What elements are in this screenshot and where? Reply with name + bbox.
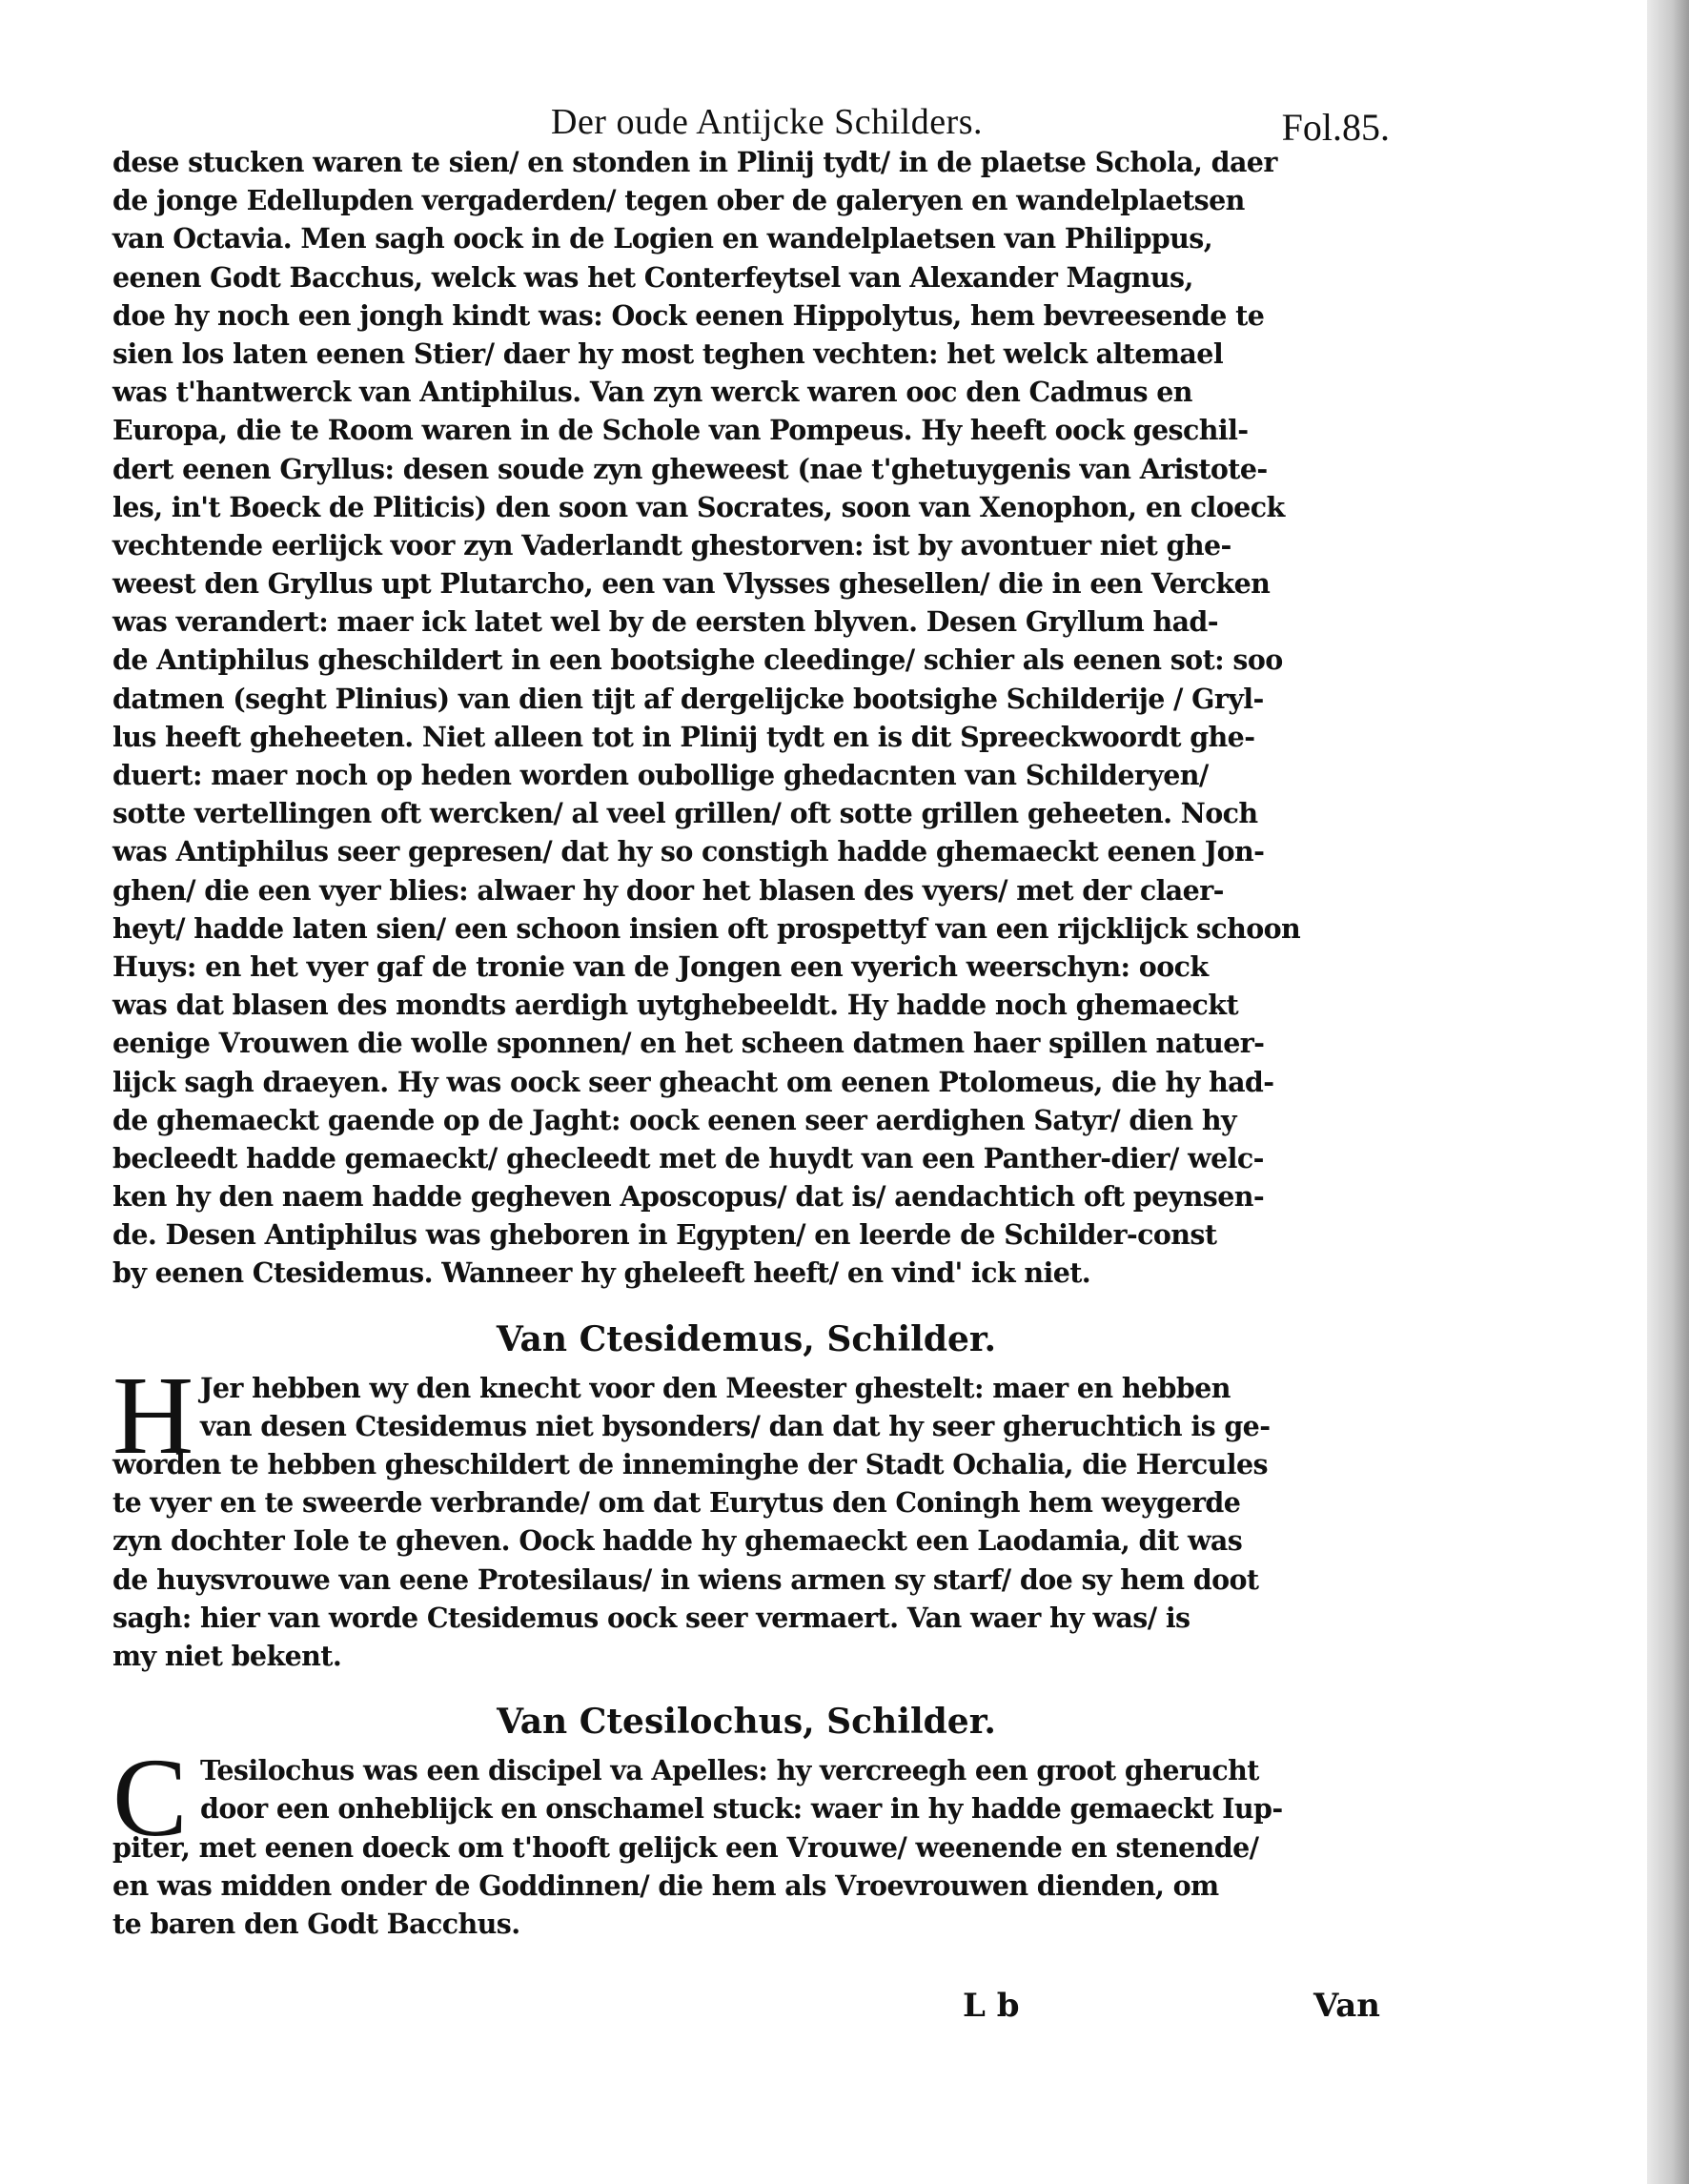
text-line: worden te hebben gheschildert de inneminghe der Stadt Ochalia, die Hercules bbox=[112, 1448, 1268, 1480]
text-line: ken hy den naem hadde gegheven Aposcopus/ dat is/ aendachtich oft peynsen- bbox=[112, 1180, 1265, 1214]
drop-cap: C bbox=[112, 1735, 188, 1861]
page-footer bbox=[112, 1981, 1380, 2048]
section-text bbox=[112, 1751, 1380, 1943]
text-line: heyt/ hadde laten sien/ een schoon insien oft prospettyf van een rijcklijck schoon bbox=[112, 911, 1301, 945]
text-line: de ghemaeckt gaende op de Jaght: oock eenen seer aerdighen Satyr/ dien hy bbox=[112, 1103, 1236, 1136]
text-line: Tesilochus was een discipel va Apelles: hy vercreegh een groot gherucht bbox=[200, 1754, 1259, 1787]
text-line: sagh: hier van worde Ctesidemus oock seer vermaert. Van waer hy was/ is bbox=[112, 1601, 1190, 1634]
text-line: Europa, die te Room waren in de Schole van Pompeus. Hy heeft oock geschil- bbox=[112, 414, 1249, 447]
text-line: de Antiphilus gheschildert in een bootsighe cleedinge/ schier als eenen sot: soo bbox=[112, 643, 1283, 677]
text-line: van desen Ctesidemus niet bysonders/ dan dat hy seer gheruchtich is ge- bbox=[200, 1409, 1271, 1442]
text-line: van Octavia. Men sagh oock in de Logien en wandelplaetsen van Philippus, bbox=[112, 222, 1213, 255]
paragraph-ctesidemus bbox=[112, 1352, 1380, 1676]
body-text bbox=[112, 143, 1380, 1293]
text-line: zyn dochter Iole te gheven. Oock hadde hy ghemaeckt een Laodamia, dit was bbox=[112, 1524, 1243, 1558]
text-line: doe hy noch een jongh kindt was: Oock eenen Hippolytus, hem bevreesende te bbox=[112, 298, 1265, 332]
signature-mark: L b bbox=[963, 1987, 1020, 2026]
text-line: was Antiphilus seer gepresen/ dat hy so constigh hadde ghemaeckt eenen Jon- bbox=[112, 835, 1265, 868]
text-line: weest den Gryllus upt Plutarcho, een van Vlysses ghesellen/ die in een Vercken bbox=[112, 567, 1271, 601]
text-line: les, in't Boeck de Pliticis) den soon van Socrates, soon van Xenophon, en cloeck bbox=[112, 490, 1285, 523]
text-line: my niet bekent. bbox=[112, 1639, 342, 1672]
text-line: dert eenen Gryllus: desen soude zyn gheweest (nae t'ghetuygenis van Aristote- bbox=[112, 452, 1268, 485]
text-line: lus heeft gheheeten. Niet alleen tot in Plinij tydt en is dit Spreeckwoordt ghe- bbox=[112, 720, 1255, 753]
text-line: was t'hantwerck van Antiphilus. Van zyn werck waren ooc den Cadmus en bbox=[112, 376, 1192, 409]
running-title: Der oude Antijcke Schilders. bbox=[551, 102, 984, 142]
text-line: en was midden onder de Goddinnen/ die hem als Vroevrouwen dienden, om bbox=[112, 1868, 1219, 1902]
section-heading-ctesidemus: Van Ctesidemus, Schilder. bbox=[496, 1318, 997, 1359]
folio-number: Fol.85. bbox=[1281, 106, 1390, 149]
text-line: door een onheblijck en onschamel stuck: waer in hy hadde gemaeckt Iup- bbox=[200, 1792, 1283, 1826]
section-heading-ctesilochus: Van Ctesilochus, Schilder. bbox=[497, 1702, 996, 1743]
page-edge-shadow bbox=[1647, 0, 1689, 2184]
text-line: datmen (seght Plinius) van dien tijt af dergelijcke bootsighe Schilderije / Gryl- bbox=[112, 682, 1264, 715]
text-line: was verandert: maer ick latet wel by de eersten blyven. Desen Gryllum had- bbox=[112, 605, 1218, 639]
text-line: by eenen Ctesidemus. Wanneer hy gheleeft heeft/ en vind' ick niet. bbox=[112, 1256, 1091, 1290]
text-line: Jer hebben wy den knecht voor den Meester ghestelt: maer en hebben bbox=[200, 1371, 1231, 1404]
text-line: ghen/ die een vyer blies: alwaer hy door het blasen des vyers/ met der claer- bbox=[112, 873, 1224, 907]
section-text bbox=[112, 1369, 1380, 1676]
text-line: te vyer en te sweerde verbrande/ om dat Eurytus den Coningh hem weygerde bbox=[112, 1486, 1241, 1520]
text-line: eenen Godt Bacchus, welck was het Conterfeytsel van Alexander Magnus, bbox=[112, 260, 1193, 294]
text-line: Huys: en het vyer gaf de tronie van de Jongen een vyerich weerschyn: oock bbox=[112, 949, 1209, 983]
text-line: te baren den Godt Bacchus. bbox=[112, 1907, 520, 1940]
text-line: eenige Vrouwen die wolle sponnen/ en het scheen datmen haer spillen natuer- bbox=[112, 1027, 1265, 1060]
text-line: lijck sagh draeyen. Hy was oock seer gheacht om eenen Ptolomeus, die hy had- bbox=[112, 1065, 1274, 1098]
paragraph-ctesilochus bbox=[112, 1735, 1380, 1943]
text-line: sotte vertellingen oft wercken/ al veel grillen/ oft sotte grillen geheeten. Noch bbox=[112, 797, 1258, 830]
drop-cap: H bbox=[112, 1352, 194, 1478]
text-line: was dat blasen des mondts aerdigh uytghebeeldt. Hy hadde noch ghemaeckt bbox=[112, 989, 1239, 1022]
text-line: dese stucken waren te sien/ en stonden in Plinij tydt/ in de plaetse Schola, daer bbox=[112, 146, 1277, 178]
text-line: de huysvrouwe van eene Protesilaus/ in wiens armen sy starf/ doe sy hem doot bbox=[112, 1562, 1259, 1596]
text-line: de. Desen Antiphilus was gheboren in Egypten/ en leerde de Schilder-const bbox=[112, 1218, 1217, 1252]
text-line: sien los laten eenen Stier/ daer hy most teghen vechten: het welck altemael bbox=[112, 337, 1224, 370]
text-line: duert: maer noch op heden worden oubollige ghedacnten van Schilderyen/ bbox=[112, 759, 1209, 791]
text-line: vechtende eerlijck voor zyn Vaderlandt ghestorven: ist by avontuer niet ghe- bbox=[112, 528, 1231, 561]
page-header bbox=[112, 67, 1390, 149]
text-line: piter, met eenen doeck om t'hooft gelijck een Vrouwe/ weenende en stenende/ bbox=[112, 1830, 1259, 1864]
catchword: Van bbox=[1313, 1987, 1380, 2026]
text-line: de jonge Edellupden vergaderden/ tegen ober de galeryen en wandelplaetsen bbox=[112, 184, 1245, 217]
text-line: becleedt hadde gemaeckt/ ghecleedt met de huydt van een Panther-dier/ welc- bbox=[112, 1141, 1264, 1174]
book-page bbox=[112, 67, 1390, 2048]
